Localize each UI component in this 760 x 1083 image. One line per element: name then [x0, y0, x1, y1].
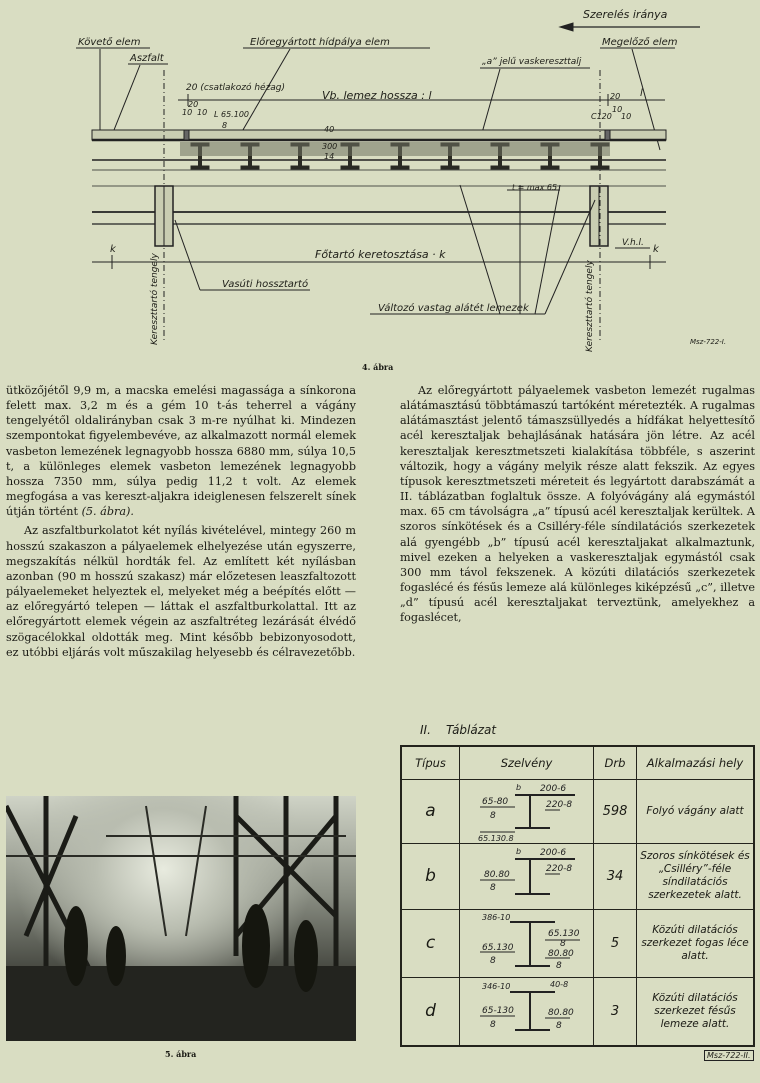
- table-code: Msz-722-II.: [704, 1050, 754, 1061]
- c120-label: C120: [591, 112, 612, 121]
- left-paragraph-2: Az aszfaltburkolatot két nyílás kivételével, mintegy 260 m hosszú szakaszon a pályaelemek elhelyezése után egyszerre, megszakítás nélkül hordták fel. Az említett két nyílásban azonban (90 m hosszú szakasz) már előzetesen leaszfaltozott pályaelemeket helyeztek el, melyeket még a beépítés előtt — az előregyártó telepen — láttak el aszfaltburkolattal. Itt az előregyártott elemek végein az aszfaltréteg lezárását élvédő szögacélokkal oldották meg. Mint később bebizonyosodott, ez utóbbi eljárás volt műszakilag helyesebb és célravezetőbb.: [6, 524, 356, 659]
- assembly-direction-label: Szerelés iránya: [583, 8, 668, 21]
- i-beam-section: [191, 166, 209, 169]
- row-c-type: c: [401, 909, 460, 977]
- row-a-location: Folyó vágány alatt: [637, 780, 755, 844]
- prefab-deck-element-label: Előregyártott hídpálya elem: [250, 37, 390, 48]
- row-b-section: [460, 843, 594, 909]
- sec-a-b: b: [516, 783, 522, 793]
- figure-5-reference: (5. ábra).: [81, 505, 134, 519]
- header-hely: Alkalmazási hely: [637, 746, 755, 780]
- row-a-type: a: [401, 780, 460, 844]
- table-ii: [400, 745, 755, 1047]
- row-c-section: [460, 909, 594, 977]
- rail-stringer-label: Vasúti hossztartó: [222, 279, 309, 290]
- row-d-section: [460, 977, 594, 1046]
- header-szelveny: Szelvény: [460, 746, 594, 780]
- section-a-sketch: [460, 780, 593, 842]
- figure-4-code: Msz-722-I.: [690, 338, 727, 346]
- figure-5-caption: 5. ábra: [165, 1049, 197, 1059]
- following-element-label: Követő elem: [78, 37, 141, 48]
- main-girder-label: Főtartó keretosztása · k: [315, 248, 446, 261]
- dim-20-right: 20: [610, 92, 621, 101]
- sec-b-8: 8: [490, 883, 496, 894]
- row-b-location: Szoros sínkötések és „Csilléry”-féle síndilatációs szerkezetek alatt.: [637, 843, 755, 909]
- sec-a-65130: 65.130.8: [478, 834, 514, 843]
- header-drb: Drb: [594, 746, 637, 780]
- sec-c-386: 386-10: [482, 913, 511, 923]
- sec-c-65130b: 65.130: [548, 929, 580, 940]
- right-paragraph-1: Az előregyártott pályaelemek vasbeton lemezét rugalmas alátámasztású többtámaszú tartóként méretezték. A rugalmas alátámasztást jelentő támaszsüllyedés a hídfákat helyettesítő acél keresztaljak behajlásának hatására jön létre. Az acél keresztaljak keresztmetszeti kialakítása többféle, s aszerint változik, hogy a vágány melyik része alatt fekszik. Az egyes típusok keresztmetszeti méreteit és legyártott darabszámát a II. táblázatban foglaltuk össze. A folyóvágány alá egymástól max. 65 cm távolságra „a” típusú acél keresztaljak kerültek. A szoros sínkötések és a Csilléry-féle síndilatációs szerkezetek alá gyengébb „b” típusú acél keresztaljakat alkalmaztunk, mivel ezeken a helyeken a vaskeresztaljak egymástól csak 300 mm távol fekszenek. A közúti dilatációs szerkezetek fogaslécé és fésűs lemeze alá különleges kiképzésű „c”, illetve „d” típusú acél keresztaljakat terveztünk, amelyekhez a fogaslécet,: [400, 384, 755, 625]
- row-b-count: 34: [594, 843, 637, 909]
- i-beam-section: [391, 166, 409, 169]
- table-title: Táblázat: [446, 723, 497, 737]
- row-c-location: Közúti dilatációs szerkezet fogas léce alatt.: [637, 909, 755, 977]
- angle-8-label: 8: [222, 121, 228, 130]
- cross-beam-axis-right-label: Kereszttartó tengely: [585, 260, 595, 352]
- table-title-number: II.: [420, 723, 431, 737]
- section-d-sketch: [460, 978, 593, 1044]
- sec-c-8c: 8: [556, 961, 562, 972]
- k-right-label: k: [653, 244, 659, 255]
- slab-length-label: Vb. lemez hossza : l: [322, 89, 432, 102]
- joint-gap-label: 20 (csatlakozó hézag): [186, 83, 286, 93]
- row-b-type: b: [401, 843, 460, 909]
- sec-d-8b: 8: [556, 1021, 562, 1032]
- sec-a-220: 220-8: [546, 800, 573, 811]
- table-row: [401, 780, 754, 844]
- i-beam-section: [541, 166, 559, 169]
- right-text-column: [400, 383, 755, 626]
- sec-d-40: 40-8: [550, 980, 569, 990]
- preceding-element-label: Megelőző elem: [602, 37, 678, 48]
- steel-tie-label: „a” jelű vaskereszttalj: [482, 57, 582, 67]
- sec-b-200: 200-6: [540, 848, 567, 859]
- i-beam-section: [241, 166, 259, 169]
- sec-d-346: 346-10: [482, 982, 511, 992]
- construction-photo: [6, 796, 356, 1041]
- i-beam-section: [441, 166, 459, 169]
- row-a-section: [460, 780, 594, 844]
- table-row: [401, 977, 754, 1046]
- table-row: [401, 843, 754, 909]
- dim-14: 14: [324, 152, 335, 161]
- i-beam-section: [491, 166, 509, 169]
- sec-b-b: b: [516, 847, 522, 857]
- asphalt-label: Aszfalt: [130, 53, 164, 64]
- i-beam-section: [341, 166, 359, 169]
- sec-d-8a: 8: [490, 1020, 496, 1031]
- row-d-type: d: [401, 977, 460, 1046]
- dim-40: 40: [324, 125, 335, 134]
- row-a-count: 598: [594, 780, 637, 844]
- sec-b-8080: 80.80: [484, 870, 510, 881]
- dim-10-right: 10: [612, 105, 623, 114]
- dim-10b-right: 10: [621, 112, 632, 121]
- header-tipus: Típus: [401, 746, 460, 780]
- table-header-row: [401, 746, 754, 780]
- sec-c-65130a: 65.130: [482, 943, 514, 954]
- left-text-column: [6, 383, 356, 660]
- dim-10b-left: 10: [197, 108, 208, 117]
- sec-b-220: 220-8: [546, 864, 573, 875]
- k-left-label: k: [110, 244, 116, 255]
- section-b-sketch: [460, 844, 593, 908]
- sec-c-8080: 80.80: [548, 949, 574, 960]
- variable-shim-label: Változó vastag alátét lemezek: [378, 303, 529, 314]
- i-beam-section: [591, 166, 609, 169]
- sec-d-65130: 65-130: [482, 1006, 514, 1017]
- section-c-sketch: [460, 910, 593, 976]
- angle-65-100-label: L 65.100: [214, 110, 249, 119]
- sec-c-8b: 8: [560, 939, 566, 950]
- sec-a-200: 200-6: [540, 784, 567, 795]
- sec-c-8a: 8: [490, 956, 496, 967]
- table-row: [401, 909, 754, 977]
- sec-a-6580: 65-80: [482, 797, 509, 808]
- sec-d-8080: 80.80: [548, 1008, 574, 1019]
- dim-l-right: l: [640, 88, 643, 99]
- left-paragraph-1: ütközőjétől 9,9 m, a macska emelési magassága a sínkorona felett max. 3,2 m és a gém 10 t-ás teherrel a vágány tengelyétől oldalirányban csak 3 m-re nyúlhat ki. Mindezen szempontokat figyelembevéve, az alkalmazott normál elemek vasbeton lemezének legnagyobb hossza 6880 mm, súlya 10,5 t, a különleges elemek vasbeton lemezének legnagyobb hossza 7350 mm, súlya pedig 11,2 t volt. Az elemek megfogása a vas kereszt-aljakra ideiglenesen felszerelt sínek útján történt: [6, 384, 356, 519]
- dim-10-left: 10: [182, 108, 193, 117]
- row-d-count: 3: [594, 977, 637, 1046]
- row-c-count: 5: [594, 909, 637, 977]
- sec-a-8: 8: [490, 811, 496, 822]
- dim-300: 300: [322, 142, 338, 151]
- row-d-location: Közúti dilatációs szerkezet fésűs lemeze alatt.: [637, 977, 755, 1046]
- figure-4-caption: 4. ábra: [362, 362, 394, 372]
- i-beam-section: [291, 166, 309, 169]
- cross-beam-axis-left-label: Kereszttartó tengely: [150, 253, 160, 345]
- vhl-label: V.h.l.: [622, 238, 644, 248]
- spacing-label: t = max 65: [512, 183, 558, 192]
- dim-20-left: 20: [188, 100, 199, 109]
